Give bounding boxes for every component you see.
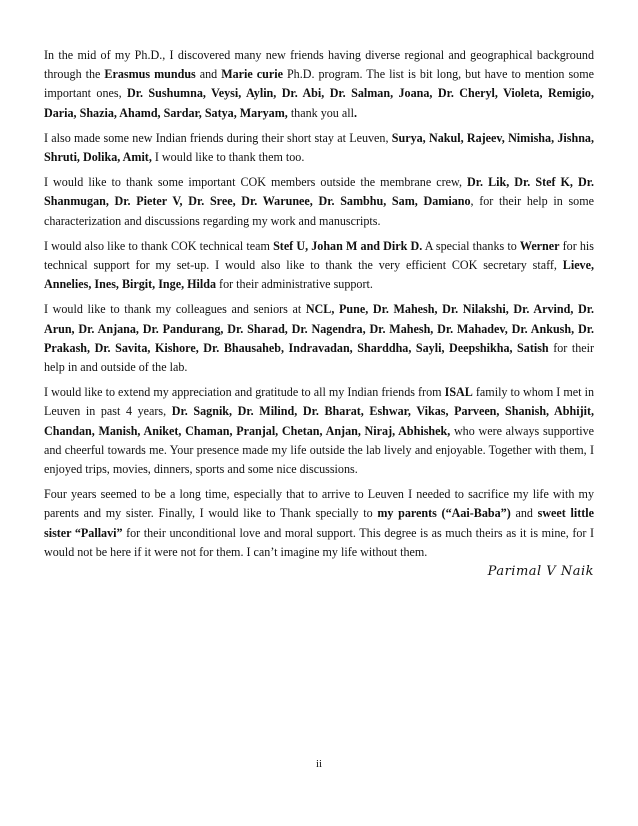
text-run: In the mid of my Ph.D., I discovered many new friends having diverse regional and geographical background through the	[44, 48, 594, 82]
text-run: I would also like to thank COK technical team	[44, 238, 274, 253]
text-run: thank you all	[287, 105, 354, 120]
paragraph-indian-friends-leuven	[44, 129, 594, 167]
text-run: family to whom I met in Leuven in past 4 years,	[44, 385, 595, 419]
bold-text-run: Erasmus mundus	[104, 67, 196, 82]
document-body	[44, 46, 594, 568]
text-run: for their unconditional love and moral support. This degree is as much theirs as it is mine, for I would not be here if it were not for them. I can’t imagine my life without them.	[44, 525, 594, 559]
page-number: ii	[315, 758, 323, 770]
bold-text-run: .	[353, 105, 357, 120]
text-run: I would like to extend my appreciation and gratitude to all my Indian friends from	[44, 385, 445, 400]
paragraph-family	[44, 485, 594, 562]
bold-text-run: Dr. Sagnik, Dr. Milind, Dr. Bharat, Eshwar, Vikas, Parveen, Shanish, Abhijit, Chandan, Manish, Aniket, Chaman, Pranjal, Chetan, Anjan, Niraj, Abhishek,	[44, 404, 595, 438]
bold-text-run: Marie curie	[221, 67, 283, 82]
bold-text-run: Dr. Sushumna, Veysi, Aylin, Dr. Abi, Dr. Salman, Joana, Dr. Cheryl, Violeta, Remigio, Daria, Shazia, Ahamd, Sardar, Satya, Maryam,	[44, 86, 594, 120]
text-run: who were always supportive and cheerful towards me. Your presence made my life outside the lab lively and enjoyable. Together with them, I enjoyed trips, movies, dinners, sports and some nice discussions.	[44, 423, 594, 477]
bold-text-run: sweet little sister “Pallavi”	[44, 506, 594, 540]
text-run: and	[195, 67, 222, 82]
text-run: for their help in and outside of the lab.	[44, 340, 594, 375]
bold-text-run: NCL, Pune, Dr. Mahesh, Dr. Nilakshi, Dr. Arvind, Dr. Arun, Dr. Anjana, Dr. Pandurang, Dr. Sharad, Dr. Nagendra, Dr. Mahesh, Dr. Mahadev, Dr. Ankush, Dr. Prakash, Dr. Savita, Kishore, Dr. Bhausaheb, Indravadan, Sharddha, Sayli, Deepshikha, Satish	[44, 302, 595, 355]
text-run: I would like to thank my colleagues and seniors at	[44, 302, 306, 317]
paragraph-erasmus-friends	[44, 46, 594, 123]
text-run: A special thanks to	[422, 238, 520, 253]
text-run: I would like to thank them too.	[151, 150, 305, 165]
paragraph-cok-members	[44, 173, 594, 231]
bold-text-run: Stef U, Johan M and Dirk D.	[273, 238, 423, 253]
bold-text-run: ISAL	[444, 385, 473, 400]
paragraph-ncl-colleagues	[44, 300, 594, 377]
bold-text-run: Dr. Lik, Dr. Stef K, Dr. Shanmugan, Dr. Pieter V, Dr. Sree, Dr. Warunee, Dr. Sambhu, Sam, Damiano	[44, 175, 595, 209]
author-signature: Parimal V Naik	[487, 564, 594, 579]
text-run: for their administrative support.	[216, 277, 373, 292]
text-run: and	[510, 506, 538, 521]
paragraph-cok-technical-team	[44, 237, 594, 295]
text-run: Ph.D. program. The list is bit long, but have to mention some important ones,	[44, 67, 594, 101]
bold-text-run: Lieve, Annelies, Ines, Birgit, Inge, Hilda	[44, 258, 594, 292]
text-run: for his technical support for my set-up. I would also like to thank the very efficient COK secretary staff,	[44, 238, 595, 273]
text-run: , for their help in some characterization and discussions regarding my work and manuscripts.	[44, 194, 594, 228]
bold-text-run: my parents (“Aai-Baba”)	[377, 506, 511, 521]
text-run: I also made some new Indian friends during their short stay at Leuven,	[44, 130, 392, 145]
bold-text-run: Surya, Nakul, Rajeev, Nimisha, Jishna, Shruti, Dolika, Amit,	[44, 130, 595, 165]
paragraph-isal-friends	[44, 383, 594, 479]
bold-text-run: Werner	[519, 238, 560, 253]
text-run: I would like to thank some important COK members outside the membrane crew,	[44, 175, 468, 190]
text-run: Four years seemed to be a long time, especially that to arrive to Leuven I needed to sacrifice my life with my parents and my sister. Finally, I would like to Thank specially to	[44, 487, 594, 521]
